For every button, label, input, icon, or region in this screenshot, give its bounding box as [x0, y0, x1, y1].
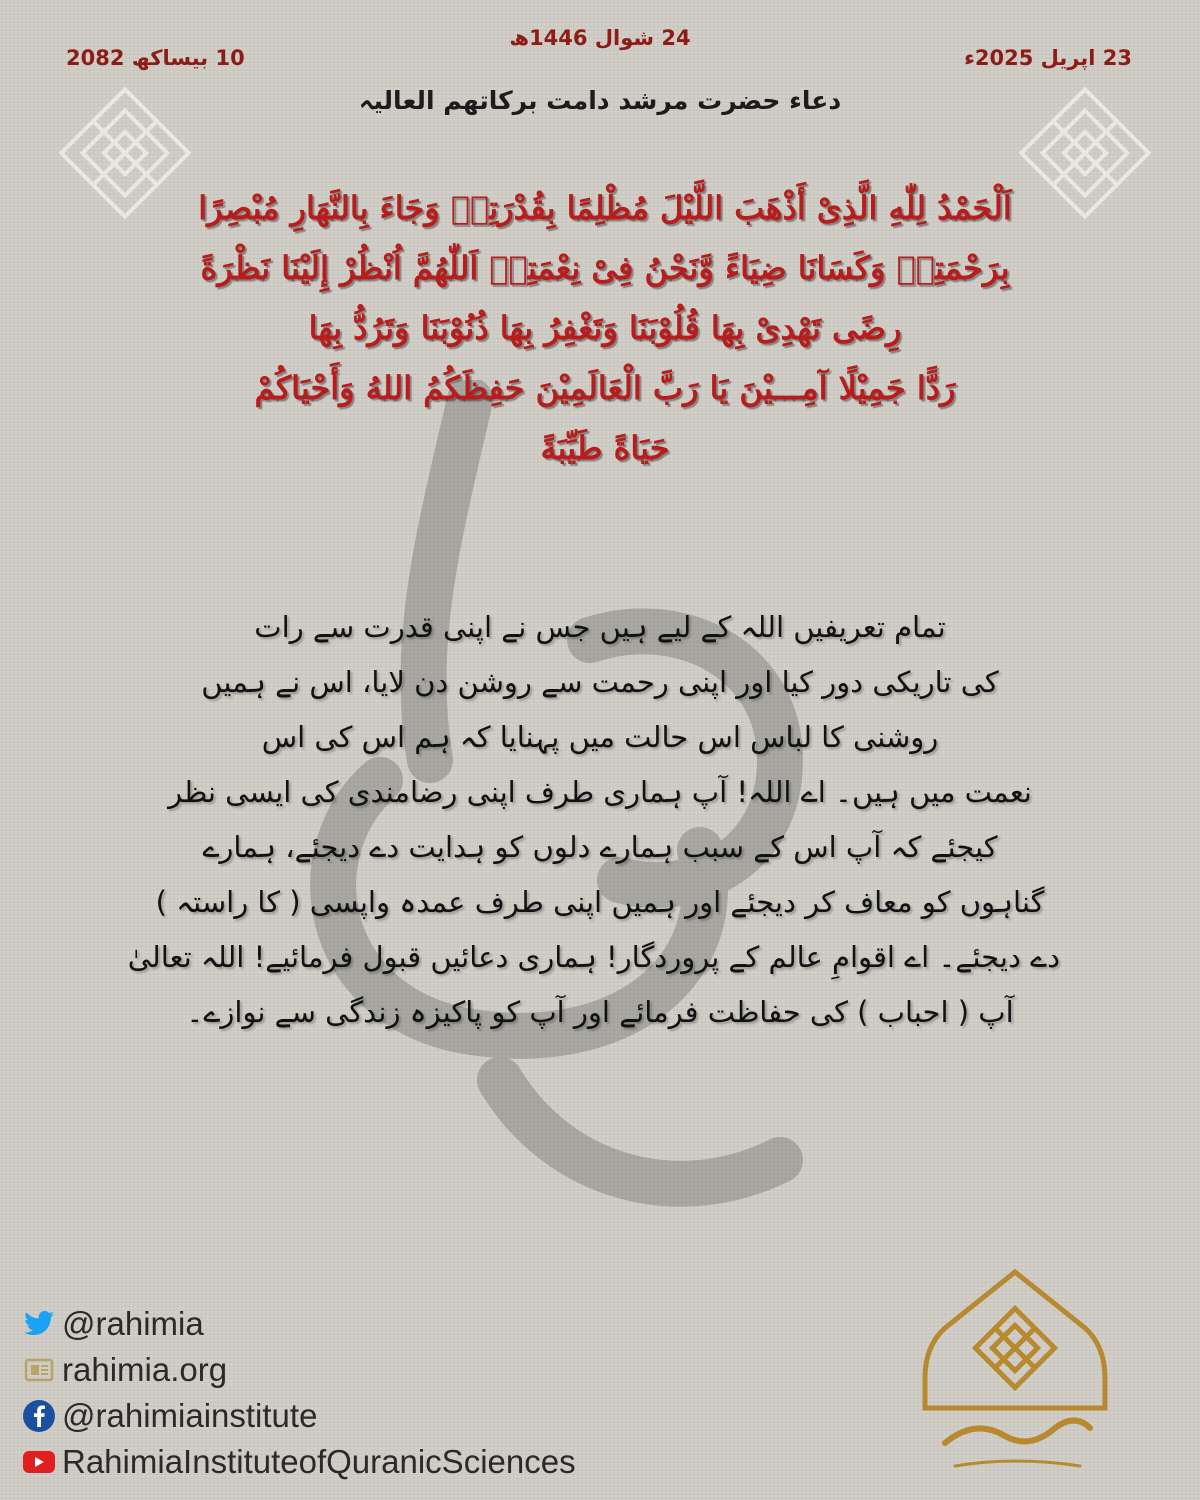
facebook-icon — [22, 1399, 56, 1433]
youtube-icon — [22, 1445, 56, 1479]
page-title: دعاء حضرت مرشد دامت برکاتھم العالیہ — [358, 86, 842, 115]
urdu-line: کی تاریکی دور کیا اور اپنی رحمت سے روشن دن لایا، اس نے ہمیں — [201, 665, 999, 699]
website-url: rahimia.org — [62, 1351, 228, 1388]
urdu-line: نعمت میں ہیں۔ اے اللہ! آپ ہماری طرف اپنی رضامندی کی ایسی نظر — [168, 775, 1032, 809]
twitter-handle: @rahimia — [62, 1305, 204, 1342]
bikrami-date: 10 بیساکھ 2082 — [66, 46, 245, 70]
arabic-line: بِرَحْمَتِهٖ وَكَسَانَا ضِيَاءً وَّنَحْنُ فِیْ نِعْمَتِهٖ اَللّٰهُمَّ اُنْظُرْ إِلَيْنَا نَظْرَةً — [200, 249, 1010, 287]
website-link[interactable] — [22, 1348, 576, 1392]
urdu-line: دے دیجئے۔ اے اقوامِ عالم کے پروردگار! ہماری دعائیں قبول فرمائیے! اللہ تعالیٰ — [127, 940, 1060, 974]
arabic-line: رِضًى تَهْدِیْ بِهَا قُلُوْبَنَا وَتَغْفِرُ بِهَا ذُنُوْبَنَا وَتَرُدُّ بِهَا — [308, 309, 902, 347]
facebook-link[interactable] — [22, 1394, 576, 1438]
hijri-date: 24 شوال 1446ھ — [509, 26, 691, 50]
facebook-handle: @rahimiainstitute — [62, 1397, 318, 1434]
urdu-line: کیجئے کہ آپ اس کے سبب ہمارے دلوں کو ہدایت دے دیجئے، ہمارے — [202, 830, 998, 864]
rahimia-logo — [915, 1268, 1115, 1478]
twitter-link[interactable] — [22, 1302, 576, 1346]
youtube-link[interactable] — [22, 1440, 576, 1484]
urdu-line: تمام تعریفیں اللہ کے لیے ہیں جس نے اپنی قدرت سے رات — [254, 610, 946, 644]
youtube-channel: RahimiaInstituteofQuranicSciences — [62, 1443, 576, 1480]
web-icon — [22, 1353, 56, 1387]
urdu-line: روشنی کا لباس اس حالت میں پہنایا کہ ہم اس کی اس — [261, 720, 939, 754]
arabic-line: حَيَاةً طَيِّبَةً — [540, 429, 670, 467]
twitter-icon — [22, 1307, 56, 1341]
urdu-translation — [127, 600, 1060, 1040]
gregorian-date: 23 اپریل 2025ء — [964, 46, 1132, 70]
urdu-line: گناہوں کو معاف کر دیجئے اور ہمیں اپنی طرف عمدہ واپسی ( کا راستہ ) — [155, 885, 1045, 919]
arabic-line: اَلْحَمْدُ لِلّٰهِ الَّذِیْ أَذْهَبَ اللَّیْلَ مُظْلِمًا بِقُدْرَتِهٖ وَجَاءَ بِالنَّهَارِ مُبْصِرًا — [198, 189, 1012, 227]
arabic-dua — [105, 178, 1105, 478]
urdu-line: آپ ( احباب ) کی حفاظت فرمائے اور آپ کو پاکیزہ زندگی سے نوازے۔ — [186, 995, 1014, 1029]
arabic-line: رَدًّا جَمِيْلًا آمِـــيْنَ يَا رَبَّ الْعَالَمِيْنَ حَفِظَكُمُ اللهُ وَأَحْيَاكُمْ — [254, 369, 956, 407]
social-links — [22, 1302, 576, 1486]
